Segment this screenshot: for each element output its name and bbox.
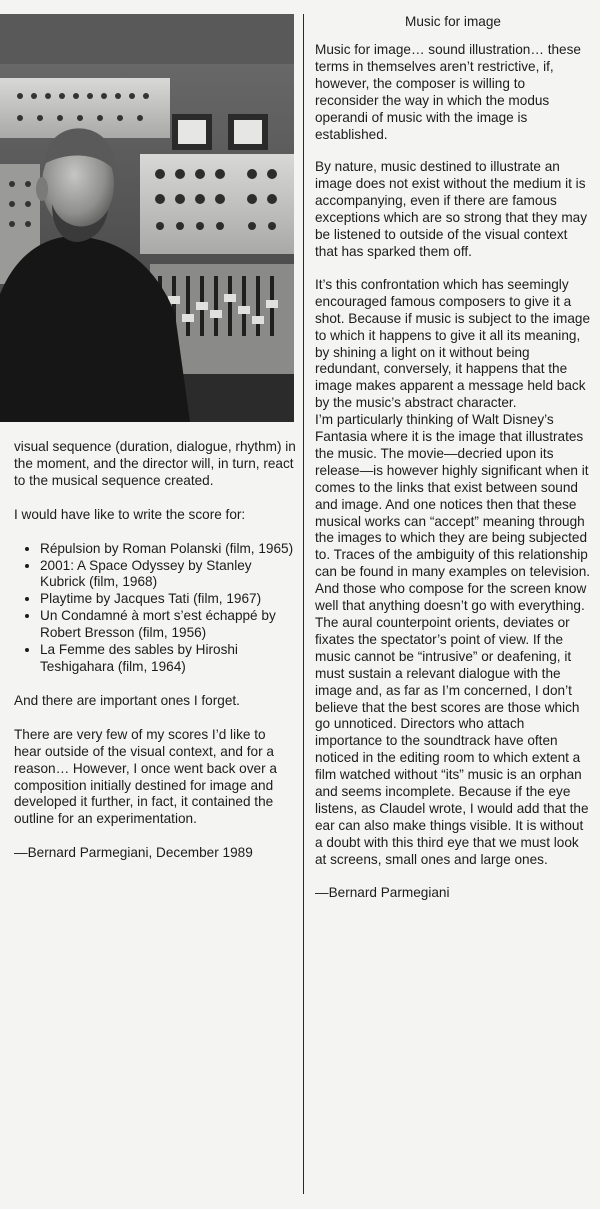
right-column [315, 14, 591, 918]
article-paragraph: It’s this confrontation which has seemingly encouraged famous composers to give it a shot. Because if music is subject to the image to which it happens to give it all its meaning, by shining a light on it without being redundant, conversely, it happens that the image makes apparent a message held back by the music’s abstract character. [315, 276, 591, 411]
left-column [14, 439, 296, 879]
article-title: Music for image [405, 14, 501, 29]
right-signature: —Bernard Parmegiani [315, 884, 450, 900]
film-list-item: • Répulsion by Roman Polanski (film, 1965) [40, 541, 296, 558]
article-paragraph: I’m particularly thinking of Walt Disney’s Fantasia where it is the image that illustrates the music. The movie—decried upon its release—is however highly significant when it comes to the links that exist between sound and image. And one notices then that these musical works can “accept” meaning through the images to which they are being subjected to. Traces of the ambiguity of this relationship can be found in many examples on television. And those who compose for the screen know well that anything doesn’t go with everything. The aural counterpoint orients, deviates or fixates the spectator’s point of view. If the music cannot be “intrusive” or deafening, it must sustain a relevant dialogue with the image and, as far as I’m concerned, I don’t believe that the best scores are those which go unnoticed. Directors who attach importance to the soundtrack have often noticed in the editing room to which extent a film watched without “its” music is an orphan and seems incomplete. Because if the eye listens, as Claudel wrote, I would add that the ear can also make things visible. It is without a doubt with this third eye that we must look at screens, small ones and large ones. [315, 412, 591, 867]
film-list-item: • Playtime by Jacques Tati (film, 1967) [40, 591, 296, 608]
forget-paragraph: And there are important ones I forget. [14, 692, 240, 708]
score-heading: I would have like to write the score for: [14, 506, 246, 522]
column-divider [303, 14, 304, 1194]
article-paragraph: Music for image… sound illustration… these terms in themselves aren’t restrictive, if, however, the composer is willing to reconsider the way in which the modus operandi of music with the image is established. [315, 42, 581, 142]
film-list-item: • Un Condamné à mort s’est échappé by Robert Bresson (film, 1956) [40, 608, 296, 642]
intro-paragraph: visual sequence (duration, dialogue, rhythm) in the moment, and the director will, in turn, react to the musical sequence created. [14, 439, 296, 488]
article-paragraph: By nature, music destined to illustrate an image does not exist without the medium it is accompanying, even if there are famous exceptions which are so strong that they may be listened to outside of the visual context that has sparked them off. [315, 159, 588, 259]
composer-photo [0, 14, 294, 422]
film-list-item: • La Femme des sables by Hiroshi Teshigahara (film, 1964) [40, 642, 296, 676]
left-signature: —Bernard Parmegiani, December 1989 [14, 845, 253, 861]
film-list [14, 541, 296, 676]
outside-paragraph: There are very few of my scores I’d like to hear outside of the visual context, and for a reason… However, I once went back over a composition initially destined for image and developed it further, in fact, it contained the outline for an experimentation. [14, 726, 277, 827]
film-list-item: • 2001: A Space Odyssey by Stanley Kubrick (film, 1968) [40, 558, 296, 592]
